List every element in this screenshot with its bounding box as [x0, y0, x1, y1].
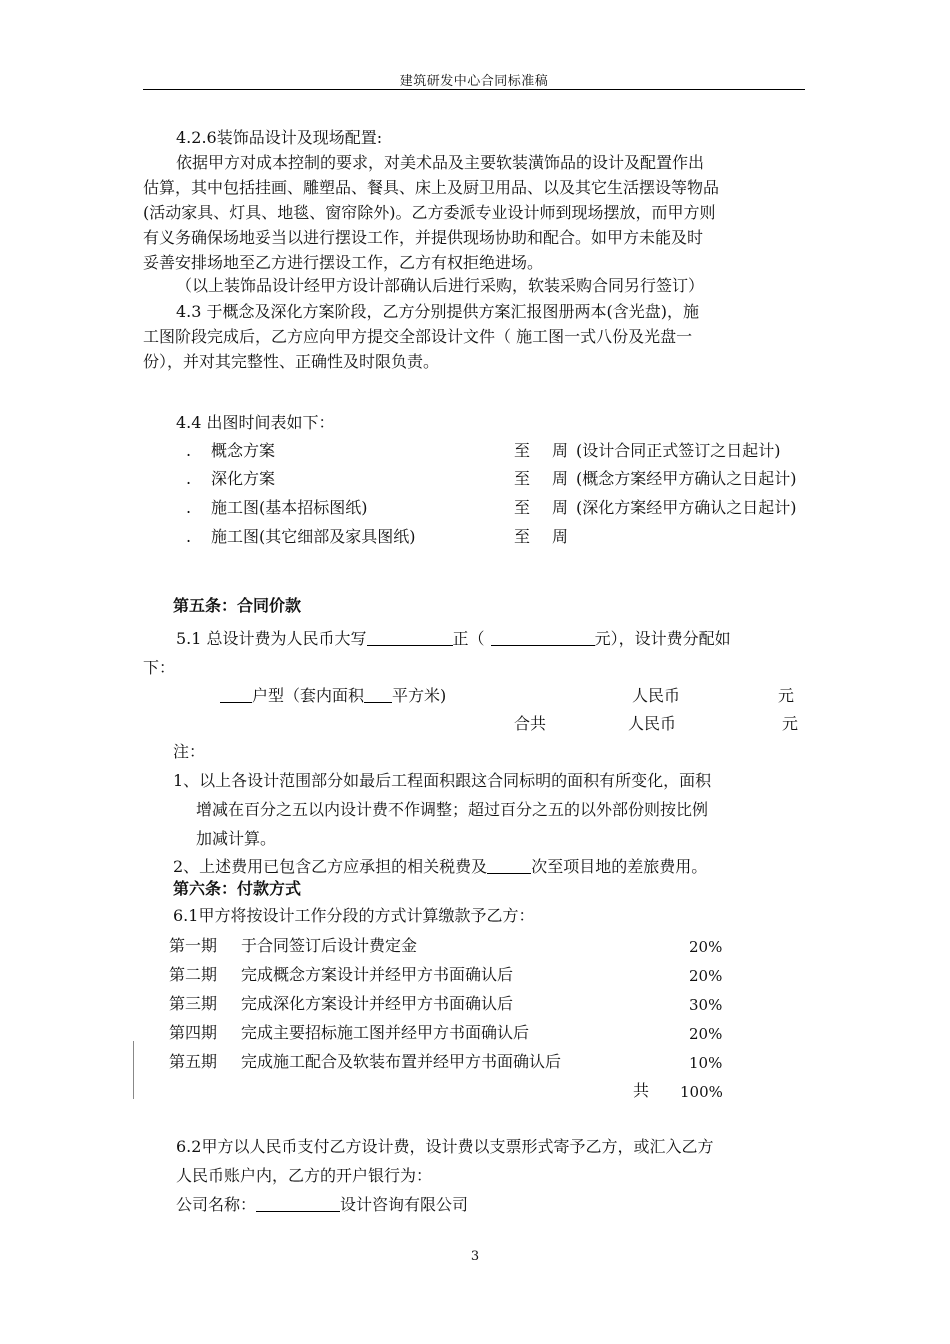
total-pct: 100% [680, 1083, 723, 1101]
list-bullet: . [186, 469, 192, 488]
schedule-week: 周 [552, 469, 569, 488]
schedule-to: 至 [514, 527, 531, 546]
fee-line [176, 629, 731, 649]
paragraph-line: 估算，其中包括挂画、雕塑品、餐具、床上及厨卫用品、以及其它生活摆设等物品 [143, 178, 720, 197]
note-text: 2、上述费用已包含乙方应承担的相关税费及 [173, 857, 488, 876]
blank-field [220, 686, 252, 703]
unit-area-row [220, 686, 446, 706]
blank-field [256, 1195, 340, 1212]
phase-pct: 20% [689, 967, 723, 985]
phase-pct: 10% [689, 1054, 723, 1072]
paragraph-line: (活动家具、灯具、地毯、窗帘除外)。乙方委派专业设计师到现场摆放，而甲方则 [143, 203, 716, 222]
currency-label: 人民币 [628, 714, 677, 733]
paragraph-note: （以上装饰品设计经甲方设计部确认后进行采购，软装采购合同另行签订） [176, 276, 705, 295]
list-bullet: . [186, 527, 192, 546]
phase-label: 第三期 [169, 994, 218, 1013]
phase-desc: 完成深化方案设计并经甲方书面确认后 [241, 994, 514, 1013]
blank-field [364, 686, 392, 703]
phase-desc: 完成概念方案设计并经甲方书面确认后 [241, 965, 514, 984]
schedule-item: 深化方案 [211, 469, 276, 488]
section-4-4-heading: 4.4 出图时间表如下： [176, 413, 335, 432]
phase-pct: 20% [689, 938, 723, 956]
schedule-item: 施工图(基本招标图纸) [211, 498, 368, 517]
list-bullet: . [186, 441, 192, 460]
list-bullet: . [186, 498, 192, 517]
phase-desc: 完成施工配合及软装布置并经甲方书面确认后 [241, 1052, 562, 1071]
fee-text: 正（ [452, 629, 485, 648]
note-label: 注： [173, 742, 206, 761]
phase-pct: 30% [689, 996, 723, 1014]
header-rule [143, 89, 805, 90]
schedule-week: 周 [552, 527, 569, 546]
payment-intro: 6.1甲方将按设计工作分段的方式计算缴款予乙方： [173, 906, 535, 925]
schedule-item: 概念方案 [211, 441, 276, 460]
note-line [173, 857, 707, 877]
phase-label: 第五期 [169, 1052, 218, 1071]
schedule-to: 至 [514, 441, 531, 460]
phase-label: 第一期 [169, 936, 218, 955]
running-header: 建筑研发中心合同标准稿 [399, 74, 549, 89]
company-name-line [176, 1195, 468, 1215]
section-4-3-line: 4.3 于概念及深化方案阶段，乙方分别提供方案汇报图册两本(含光盘)，施 [176, 302, 700, 321]
schedule-week: 周 [552, 498, 569, 517]
phase-desc: 于合同签订后设计费定金 [241, 936, 418, 955]
unit-type-label: 户型（套内面积 [252, 686, 365, 705]
phase-label: 第四期 [169, 1023, 218, 1042]
section-4-3-line: 份），并对其完整性、正确性及时限负责。 [143, 352, 440, 371]
schedule-week: 周 [552, 441, 569, 460]
schedule-note: (概念方案经甲方确认之日起计) [576, 469, 797, 488]
phase-desc: 完成主要招标施工图并经甲方书面确认后 [241, 1023, 530, 1042]
note-text: 次至项目地的差旅费用。 [531, 857, 708, 876]
schedule-note: (设计合同正式签订之日起计) [576, 441, 781, 460]
phase-pct: 20% [689, 1025, 723, 1043]
fee-text: 5.1 总设计费为人民币大写 [176, 629, 367, 648]
schedule-item: 施工图(其它细部及家具图纸) [211, 527, 416, 546]
margin-change-bar [133, 1041, 134, 1099]
schedule-to: 至 [514, 498, 531, 517]
phase-label: 第二期 [169, 965, 218, 984]
article-5-heading: 第五条：合同价款 [173, 596, 302, 615]
schedule-note: (深化方案经甲方确认之日起计) [576, 498, 797, 517]
page-number: 3 [470, 1249, 480, 1264]
section-4-3-line: 工图阶段完成后，乙方应向甲方提交全部设计文件（ 施工图一式八份及光盘一 [143, 327, 693, 346]
company-label: 公司名称： [176, 1195, 257, 1214]
note-line: 增减在百分之五以内设计费不作调整；超过百分之五的以外部份则按比例 [196, 800, 709, 819]
section-4-2-6-heading: 4.2.6装饰品设计及现场配置: [176, 128, 383, 147]
total-label: 共 [633, 1081, 650, 1100]
paragraph-line: 依据甲方对成本控制的要求，对美术品及主要软装潢饰品的设计及配置作出 [176, 153, 705, 172]
paragraph-line: 有义务确保场地妥当以进行摆设工作，并提供现场协助和配合。如甲方未能及时 [143, 228, 704, 247]
fee-text: 元），设计费分配如 [594, 629, 731, 648]
total-label: 合共 [514, 714, 547, 733]
payment-method-line: 6.2甲方以人民币支付乙方设计费，设计费以支票形式寄予乙方，或汇入乙方 [176, 1137, 714, 1156]
note-line: 1、以上各设计范围部分如最后工程面积跟这合同标明的面积有所变化，面积 [173, 771, 712, 790]
blank-field [491, 629, 595, 646]
yuan-label: 元 [782, 714, 799, 733]
schedule-to: 至 [514, 469, 531, 488]
yuan-label: 元 [778, 686, 795, 705]
paragraph-line: 妥善安排场地至乙方进行摆设工作，乙方有权拒绝进场。 [143, 253, 544, 272]
article-6-heading: 第六条：付款方式 [173, 879, 302, 898]
area-unit-label: 平方米) [392, 686, 447, 705]
blank-field [367, 629, 453, 646]
fee-line-cont: 下： [143, 658, 176, 677]
payment-method-line: 人民币账户内，乙方的开户银行为： [176, 1166, 433, 1185]
company-suffix: 设计咨询有限公司 [340, 1195, 469, 1214]
blank-field [487, 857, 531, 874]
note-line: 加减计算。 [196, 829, 277, 848]
currency-label: 人民币 [632, 686, 681, 705]
